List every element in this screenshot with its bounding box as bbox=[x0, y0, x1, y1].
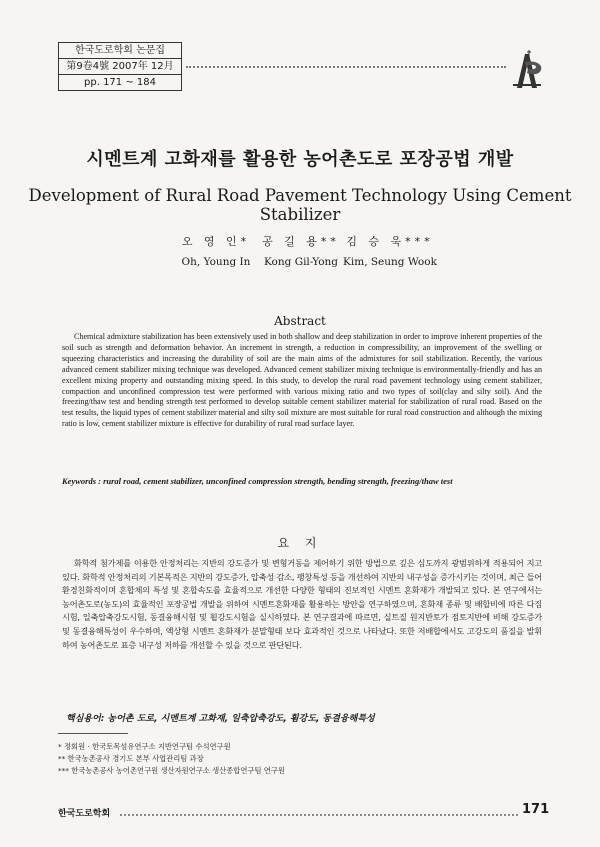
abstract-body: Chemical admixture stabilization has been extensively used in both shallow and deep stabilization in order to improve inherent properties of the soil such as strength and deformation behavior. An increment in strength, a reduction in compressibility, an improvement of the swelling or squeezing characteristics and increasing the durability of soil are the main aims of the admixtures for soil stabilization. Recently, the various advanced cement stabilizer mixing technique was developed. Advanced cement stabilizer mixing technique is environmentally-friendly and has an excellent mixing property and outstanding mixing speed. In this study, to develop the rural road pavement technology using cement stabilizer, compaction and unconfined compression test were performed with various mixing ratio and two types of soil(clay and silty soil). And the freezing/thaw test and bending strength test performed to develop suitable cement stabilizer material for stabilization of rural road. Based on the test results, the liquid types of cement stabilizer material and silty soil mixture are most suitable for rural road construction and although the mixing ratio is low, cement stabilizer mixture is effective for durability of rural road surface layer. bbox=[62, 332, 542, 429]
paper-title-english: Development of Rural Road Pavement Technology Using Cement Stabilizer bbox=[28, 186, 572, 224]
footer-society-name: 한국도로학회 bbox=[58, 809, 111, 819]
abstract-heading: Abstract bbox=[274, 314, 326, 328]
society-logo-icon bbox=[503, 48, 547, 92]
paper-title-korean: 시멘트계 고화재를 활용한 농어촌도로 포장공법 개발 bbox=[86, 149, 514, 170]
author-3-english: Kim, Seung Wook bbox=[343, 256, 437, 268]
header-dotted-rule bbox=[186, 66, 506, 68]
keywords-line: Keywords : rural road, cement stabilizer, unconfined compression strength, bending strength, freezing/thaw test bbox=[62, 476, 453, 486]
core-keywords-line: 핵심용어: 농어촌 도로, 시멘트계 고화재, 일축압축강도, 휨강도, 동결융해특성 bbox=[66, 714, 375, 724]
summary-heading: 요 지 bbox=[277, 536, 323, 550]
author-3 bbox=[320, 233, 460, 268]
page-number: 171 bbox=[522, 802, 550, 817]
author-1-english: Oh, Young In bbox=[181, 256, 251, 268]
author-3-korean: 김 승 욱*** bbox=[346, 235, 434, 248]
journal-volume: 第9卷4號 2007年 12月 bbox=[59, 59, 181, 75]
footnote-rule bbox=[58, 733, 128, 734]
author-1-korean: 오 영 인* bbox=[181, 235, 251, 248]
footnote-3: *** 한국농촌공사 농어촌연구원 생산자원연구소 생산종합연구팀 연구원 bbox=[58, 766, 285, 775]
journal-name: 한국도로학회 논문집 bbox=[59, 43, 181, 59]
footnote-1: * 정회원 · 한국토목섬유연구소 지반연구팀 수석연구원 bbox=[58, 742, 231, 751]
journal-pages: pp. 171 ~ 184 bbox=[84, 77, 156, 88]
author-2-english: Kong Gil-Yong bbox=[263, 256, 339, 268]
author-2-korean: 공 길 용** bbox=[262, 235, 340, 248]
summary-body: 화학적 첨가제를 이용한 안정처리는 지반의 강도증가 및 변형거동을 제어하기 위한 방법으로 깊은 심도까지 광범위하게 적용되어 지고 있다. 화학적 안정처리의 기본목적은 지반의 강도증가, 압축성 감소, 팽창특성 등을 개선하여 지반의 내구성을 증가시키는 것이며, 최근 들어 환경친화적이며 혼합체의 특성 및 혼합속도를 효율적으로 개선한 다양한 형태의 진보적인 시멘트 혼화재가 개발되고 있다. 본 연구에서는 농어촌도로(농도)의 효율적인 포장공법 개발을 위하여 시멘트혼화재를 활용하는 방안을 연구하였으며, 혼화재 종류 및 배합비에 따른 다짐시험, 일축압축강도시험, 동결융해시험 및 휨강도시험을 실시하였다. 본 연구결과에 따르면, 실트질 원지반토가 점토지반에 비해 강도증가 및 동결융해특성이 우수하며, 액상형 시멘트 혼화재가 분말형태 보다 효과적인 것으로 나타났다. 또한 저배합에서도 고강도의 품질을 발휘하여 농어촌도로 표층 내구성 저하를 개선할 수 있을 것으로 판단된다. bbox=[62, 558, 542, 650]
author-footnotes bbox=[58, 741, 285, 777]
footer-dotted-rule bbox=[120, 814, 518, 816]
journal-info-box bbox=[58, 42, 182, 91]
footnote-2: ** 한국농촌공사 경기도 본부 사업관리팀 과장 bbox=[58, 754, 204, 763]
